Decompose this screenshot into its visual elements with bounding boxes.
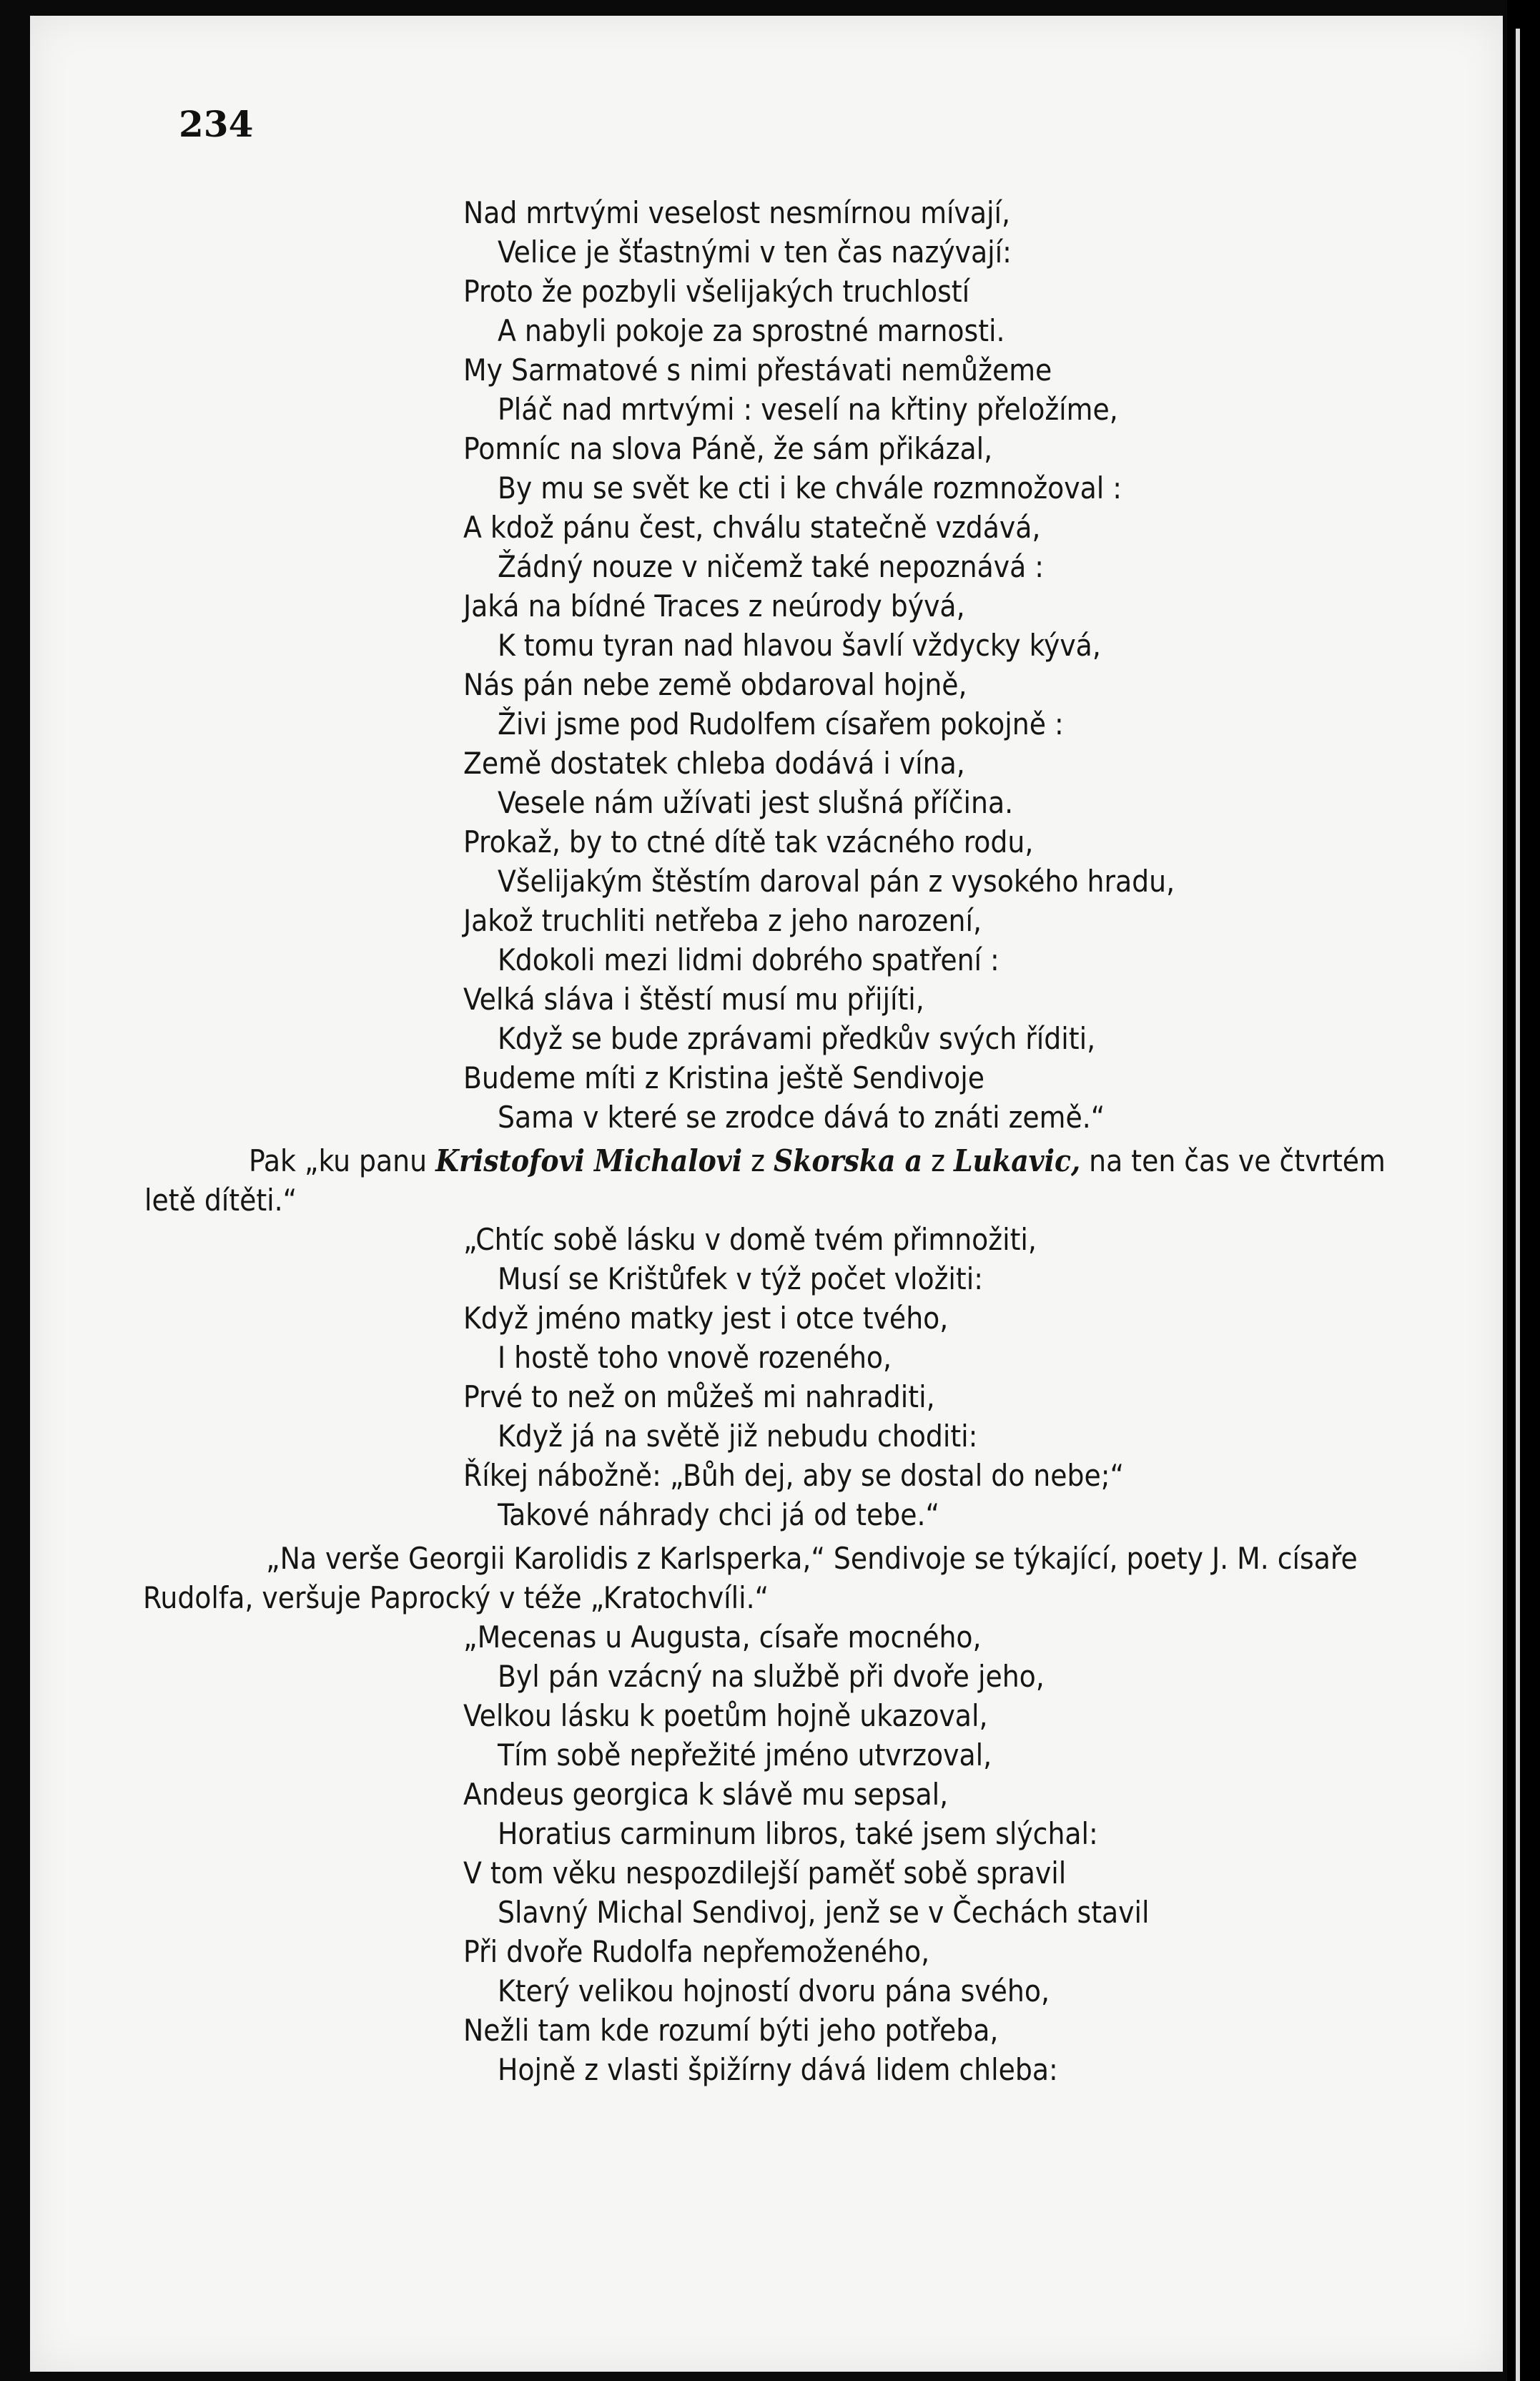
para1-mid2: z [922, 1143, 954, 1178]
poem-line: Velice je šťastnými v ten čas nazývají: [498, 235, 1012, 270]
poem-line: K tomu tyran nad hlavou šavlí vždycky kývá, [498, 628, 1101, 663]
poem-line: Takové náhrady chci já od tebe.“ [498, 1497, 940, 1532]
poem-line: Žádný nouze v ničemž také nepoznává : [498, 549, 1044, 584]
poem-line: I hostě toho vnově rozeného, [498, 1340, 892, 1375]
poem-line: Vesele nám užívati jest slušná příčina. [498, 785, 1014, 820]
poem-line: „Mecenas u Augusta, císaře mocného, [463, 1620, 982, 1655]
poem-line: Horatius carminum libros, také jsem slýchal: [498, 1816, 1098, 1851]
para1-italic-place1: Skorska a [773, 1143, 923, 1178]
para1-italic-name: Kristofovi Michalovi [435, 1143, 743, 1178]
poem-line: „Chtíc sobě lásku v domě tvém přimnožiti, [463, 1222, 1037, 1257]
para1-post: na ten čas ve čtvrtém [1080, 1143, 1386, 1178]
poem-line: Při dvoře Rudolfa nepřemoženého, [463, 1934, 930, 1969]
poem-line: Všelijakým štěstím daroval pán z vysokého hradu, [498, 864, 1175, 899]
poem-3 [30, 1617, 1503, 2089]
poem-line: Jaká na bídné Traces z neúrody bývá, [463, 588, 965, 623]
poem-line: Nad mrtvými veselost nesmírnou mívají, [463, 195, 1011, 230]
para1-italic-place2: Lukavic, [953, 1143, 1081, 1178]
poem-line: Když se bude zprávami předkův svých říditi, [498, 1021, 1096, 1056]
poem-line: Prokaž, by to ctné dítě tak vzácného rodu, [463, 824, 1034, 859]
poem-line: Budeme míti z Kristina ještě Sendivoje [463, 1060, 984, 1095]
paragraph-2-line-2: Rudolfa, veršuje Paprocký v téže „Kratochvíli.“ [143, 1580, 769, 1615]
poem-line: Nežli tam kde rozumí býti jeho potřeba, [463, 2013, 999, 2048]
poem-line: Prvé to než on můžeš mi nahraditi, [463, 1379, 935, 1414]
poem-line: Pomníc na slova Páně, že sám přikázal, [463, 431, 993, 466]
scan-edge-strip [1507, 0, 1540, 2381]
poem-line: Jakož truchliti netřeba z jeho narození, [463, 903, 982, 938]
paragraph-2-line-1: „Na verše Georgii Karolidis z Karlsperka,“ Sendivoje se týkající, poety J. M. císaře [266, 1541, 1358, 1576]
poem-line: Říkej nábožně: „Bůh dej, aby se dostal do nebe;“ [463, 1458, 1125, 1493]
poem-line: Byl pán vzácný na službě při dvoře jeho, [498, 1659, 1045, 1694]
poem-line: Nás pán nebe země obdaroval hojně, [463, 667, 967, 702]
poem-2 [30, 1220, 1503, 1534]
poem-line: Velká sláva i štěstí musí mu přijíti, [463, 982, 924, 1017]
poem-line: Slavný Michal Sendivoj, jenž se v Čechách stavil [498, 1895, 1150, 1930]
poem-line: Pláč nad mrtvými : veselí na křtiny přeložíme, [498, 392, 1118, 427]
poem-line: Který velikou hojností dvoru pána svého, [498, 1973, 1050, 2008]
poem-line: Hojně z vlasti špižírny dává lidem chleba: [498, 2052, 1058, 2087]
poem-line: Tím sobě nepřežité jméno utvrzoval, [498, 1737, 992, 1773]
poem-line: Musí se Krištůfek v týž počet vložiti: [498, 1261, 983, 1296]
para1-pre: Pak „ku panu [249, 1143, 436, 1178]
poem-line: By mu se svět ke cti i ke chvále rozmnožoval : [498, 470, 1122, 506]
poem-line: Sama v které se zrodce dává to znáti země.“ [498, 1100, 1105, 1135]
document-page [30, 16, 1503, 2372]
paragraph-1-line-2: letě dítěti.“ [144, 1183, 297, 1218]
para1-mid1: z [742, 1143, 774, 1178]
poem-line: Kdokoli mezi lidmi dobrého spatření : [498, 942, 999, 977]
poem-line: Andeus georgica k slávě mu sepsal, [463, 1777, 949, 1812]
poem-line: Proto že pozbyli všelijakých truchlostí [463, 274, 970, 309]
poem-1 [30, 193, 1503, 1137]
page-number: 234 [179, 103, 254, 145]
scan-edge-line [1516, 29, 1520, 2381]
poem-line: A nabyli pokoje za sprostné marnosti. [498, 313, 1005, 348]
poem-line: My Sarmatové s nimi přestávati nemůžeme [463, 353, 1052, 388]
poem-line: Velkou lásku k poetům hojně ukazoval, [463, 1698, 988, 1733]
poem-line: Když jméno matky jest i otce tvého, [463, 1301, 949, 1336]
poem-line: V tom věku nespozdilejší paměť sobě spravil [463, 1855, 1067, 1890]
poem-line: Živi jsme pod Rudolfem císařem pokojně : [498, 706, 1064, 741]
poem-line: A kdož pánu čest, chválu statečně vzdává, [463, 510, 1041, 545]
poem-line: Země dostatek chleba dodává i vína, [463, 746, 965, 781]
poem-line: Když já na světě již nebudu choditi: [498, 1419, 978, 1454]
page-text [30, 193, 1503, 2089]
paragraph-1-line-1 [30, 1141, 1503, 1180]
